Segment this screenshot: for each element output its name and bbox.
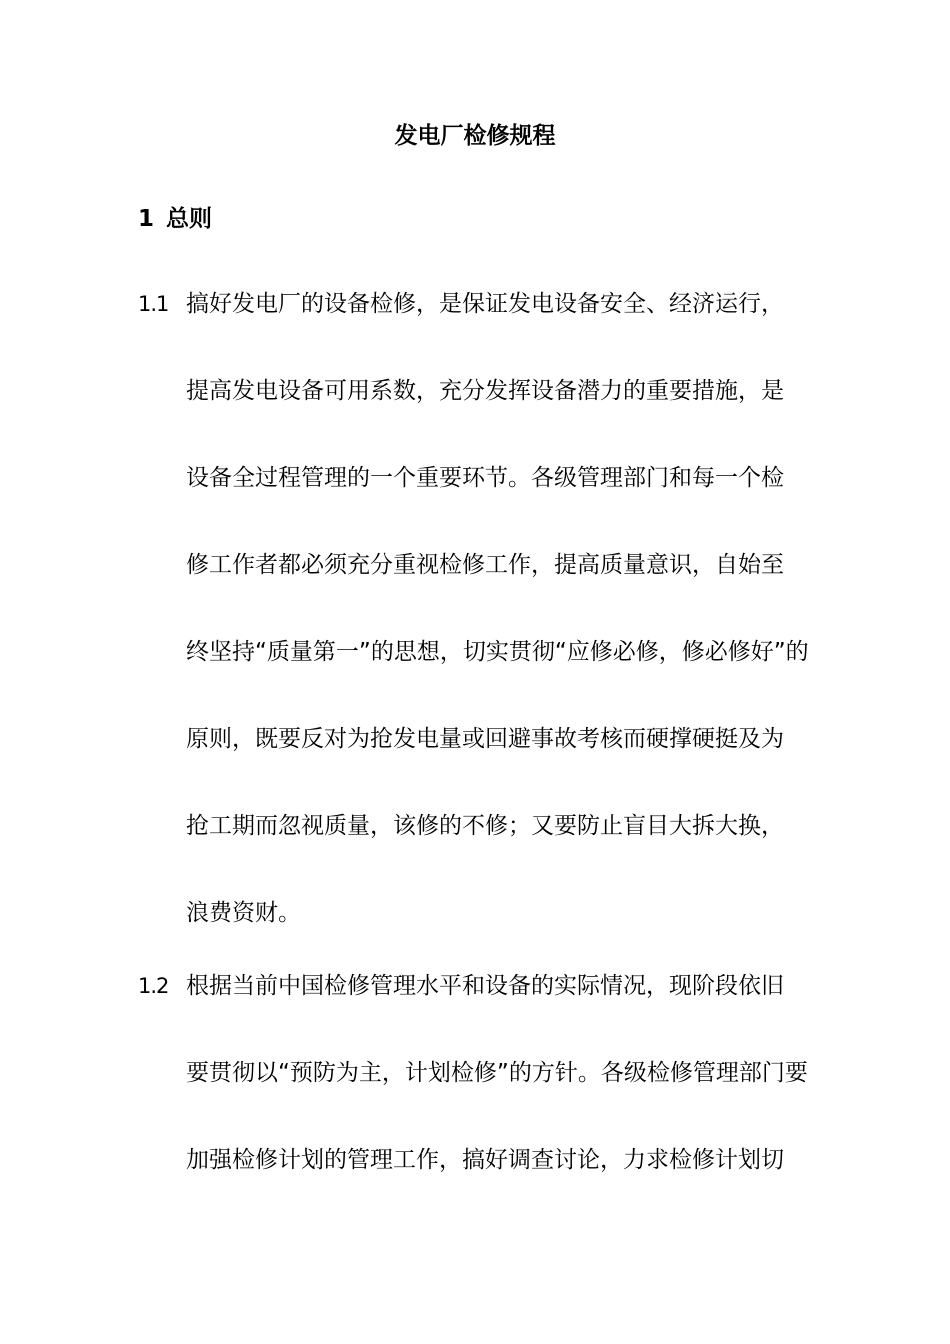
clause-number: 1.1 (138, 292, 169, 316)
clause-line: 设备全过程管理的一个重要环节。各级管理部门和每一个检 (186, 465, 784, 491)
clause-text (186, 261, 810, 957)
clause-line: 终坚持“质量第一”的思想，切实贯彻“应修必修，修必修好”的 (186, 639, 809, 665)
document-title: 发电厂检修规程 (394, 123, 556, 149)
clause-line: 提高发电设备可用系数，充分发挥设备潜力的重要措施，是 (186, 378, 784, 404)
clause-line: 加强检修计划的管理工作，搞好调查讨论，力求检修计划切 (186, 1147, 784, 1173)
clause-line: 原则，既要反对为抢发电量或回避事故考核而硬撑硬挺及为 (186, 726, 784, 752)
clause-line: 修工作者都必须充分重视检修工作，提高质量意识，自始至 (186, 552, 784, 578)
clause-text (186, 943, 810, 1204)
clause-line: 抢工期而忽视质量，该修的不修；又要防止盲目大拆大换， (186, 813, 784, 839)
clause-1-1 (138, 283, 818, 957)
clause-1-2 (138, 965, 818, 1204)
clause-line: 要贯彻以“预防为主，计划检修”的方针。各级检修管理部门要 (186, 1060, 808, 1086)
section-heading (138, 201, 212, 237)
clause-number: 1.2 (138, 974, 169, 998)
section-number: 1 (138, 206, 155, 232)
clause-line: 根据当前中国检修管理水平和设备的实际情况，现阶段依旧 (186, 973, 784, 999)
clause-line: 搞好发电厂的设备检修，是保证发电设备安全、经济运行， (186, 291, 784, 317)
section-title: 总则 (166, 206, 213, 232)
clause-line: 浪费资财。 (186, 900, 301, 926)
